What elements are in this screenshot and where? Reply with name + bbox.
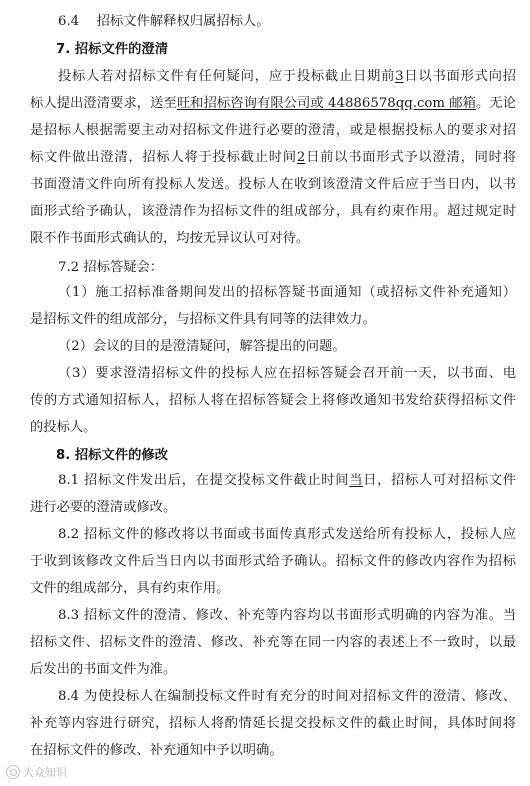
section-8-1-same-day: 当 [349, 473, 364, 488]
section-8-2-line-1: 8.2 招标文件的修改将以书面或书面传真形式发送给所有投标人，投标人应 [58, 527, 516, 542]
section-6-4: 6.4 招标文件解释权归属招标人。 [58, 14, 270, 29]
section-8-4-line-2: 补充等内容进行研究，招标人将酌情延长提交投标文件的截止时间，具体时间将 [30, 716, 516, 731]
section-7-2: 7.2 招标答疑会： [58, 260, 164, 275]
para-7-line-4 [30, 148, 516, 168]
para-7-line-1 [58, 67, 516, 87]
item-1-line-1: （1）施工招标准备期间发出的招标答疑书面通知（或招标文件补充通知） [58, 285, 516, 300]
heading-7: 7. 招标文件的澄清 [56, 42, 169, 57]
section-8-1-line-1 [58, 471, 516, 491]
section-8-3-line-1: 8.3 招标文件的澄清、修改、补充等内容均以书面形式明确的内容为准。当 [58, 608, 516, 623]
item-3-line-1: （3）要求澄清招标文件的投标人应在招标答疑会召开前一天，以书面、电 [58, 366, 516, 381]
section-8-3-line-3: 后发出的书面文件为准。 [30, 662, 177, 677]
section-8-1-text-a: 8.1 招标文件发出后，在提交投标文件截止时间 [58, 473, 350, 488]
para-7-text-4b: 日前以书面形式予以澄清，同时将 [305, 150, 516, 165]
item-3-line-2: 传的方式通知招标人，招标人将在招标答疑会上将修改通知书发给获得招标文件 [30, 393, 516, 408]
section-8-3-line-2: 招标文件、招标文件的澄清、修改、补充等在同一内容的表述上不一致时，以最 [30, 635, 516, 650]
para-7-text-2a: 标人提出澄清要求，送至 [30, 96, 177, 111]
section-8-2-line-3: 文件的组成部分，具有约束作用。 [30, 581, 230, 596]
para-7-text-2b: 。无论 [476, 96, 516, 111]
para-7-line-2 [30, 94, 516, 114]
section-8-4-line-1: 8.4 为使投标人在编制投标文件时有充分的时间对招标文件的澄清、修改、 [58, 689, 516, 704]
para-7-text-1a: 投标人若对招标文件有任何疑问，应于投标截止日期前 [58, 69, 396, 84]
item-1-line-2: 是招标文件的组成部分，与招标文件具有同等的法律效力。 [30, 312, 376, 327]
heading-8: 8. 招标文件的修改 [56, 448, 169, 463]
item-3-line-3: 的投标人。 [30, 420, 97, 435]
para-7-line-5: 书面澄清文件向所有投标人发送。投标人在收到该澄清文件后应于当日内，以书 [30, 177, 516, 192]
para-7-line-6: 面形式给予确认，该澄清作为招标文件的组成部分，具有约束作用。超过规定时 [30, 204, 516, 219]
circle-logo-icon [6, 765, 20, 779]
item-2: （2）会议的目的是澄清疑问，解答提出的问题。 [58, 339, 346, 354]
para-7-line-7: 限不作书面形式确认的，均按无异议认可对待。 [30, 231, 310, 246]
para-7-deadline-days: 3 [395, 69, 404, 84]
para-7-text-4a: 标文件做出澄清，招标人将于投标截止时间 [30, 150, 297, 165]
para-7-line-3: 是招标人根据需要主动对招标文件进行必要的澄清，或是根据投标人的要求对招 [30, 123, 516, 138]
watermark [6, 764, 67, 780]
section-8-1-line-2: 进行必要的澄清或修改。 [30, 500, 177, 515]
para-7-contact: 旺和招标咨询有限公司或 44886578qq.com 邮箱 [176, 96, 476, 111]
section-8-1-text-b: 日，招标人可对招标文件 [363, 473, 516, 488]
section-8-2-line-2: 于收到该修改文件后当日内以书面形式给予确认。招标文件的修改内容作为招标 [30, 554, 516, 569]
para-7-reply-days: 2 [296, 150, 306, 165]
watermark-text: 大众知识 [23, 766, 67, 779]
para-7-text-1b: 日以书面形式向招 [403, 69, 516, 84]
section-8-4-line-3: 在招标文件的修改、补充通知中予以明确。 [30, 743, 283, 758]
